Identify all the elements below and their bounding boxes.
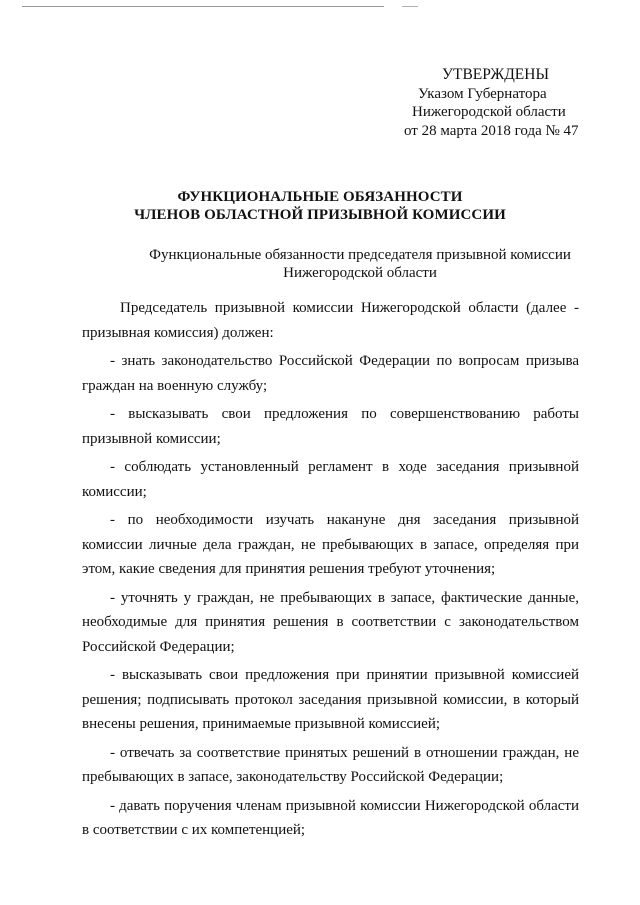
duty-item: - высказывать свои предложения при принятии призывной комиссией решения; подписывать протокол заседания призывной комиссии, в который внесены решения, принимаемые призывной комиссией;	[82, 667, 579, 732]
approval-stamp	[404, 66, 604, 140]
duty-item: - уточнять у граждан, не пребывающих в запасе, фактические данные, необходимые для принятия решения в соответствии с законодательством Российской Федерации;	[82, 589, 579, 655]
duty-item: - давать поручения членам призывной комиссии Нижегородской области в соответствии с их компетенцией;	[82, 797, 579, 838]
duty-item: - высказывать свои предложения по совершенствованию работы призывной комиссии;	[82, 406, 579, 447]
scan-artifact-mark	[402, 6, 418, 7]
document-title-line-1: ФУНКЦИОНАЛЬНЫЕ ОБЯЗАННОСТИ	[177, 189, 463, 205]
duty-item: - по необходимости изучать накануне дня заседания призывной комиссии личные дела граждан, не пребывающих в запасе, определяя при этом, какие сведения для принятия решения требуют уточнения;	[82, 512, 579, 577]
document-title-line-2: ЧЛЕНОВ ОБЛАСТНОЙ ПРИЗЫВНОЙ КОМИССИИ	[134, 207, 506, 223]
scan-artifact-line	[22, 6, 384, 7]
document-body	[82, 296, 579, 847]
approval-region: Нижегородской области	[412, 104, 566, 120]
duty-item: - знать законодательство Российской Федерации по вопросам призыва граждан на военную службу;	[82, 353, 579, 394]
approval-title: УТВЕРЖДЕНЫ	[442, 66, 549, 83]
section-subtitle-line-2: Нижегородской области	[283, 265, 437, 281]
duty-item: - соблюдать установленный регламент в ходе заседания призывной комиссии;	[82, 459, 579, 500]
section-subtitle-line-1: Функциональные обязанности председателя призывной комиссии	[149, 247, 571, 263]
section-subtitle	[140, 246, 580, 282]
approval-date: от 28 марта 2018 года № 47	[404, 122, 579, 139]
intro-paragraph: Председатель призывной комиссии Нижегородской области (далее - призывная комиссия) должен:	[82, 300, 579, 341]
duty-item: - отвечать за соответствие принятых решений в отношении граждан, не пребывающих в запасе, законодательству Российской Федерации;	[82, 744, 579, 785]
approval-decree: Указом Губернатора	[418, 85, 547, 102]
document-title	[0, 188, 640, 224]
